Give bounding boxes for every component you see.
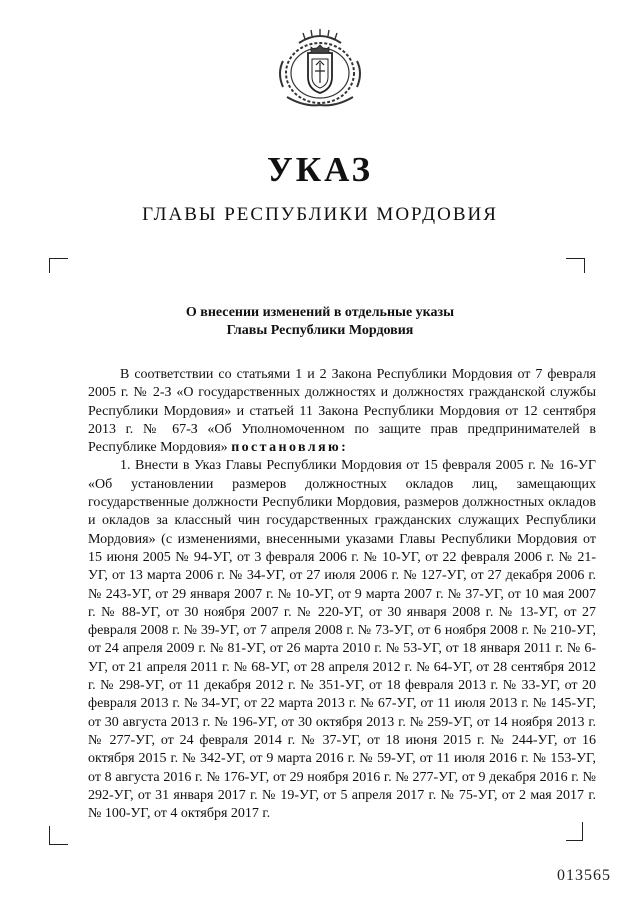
decree-body <box>88 366 596 823</box>
clause-1-paragraph: 1. Внести в Указ Главы Республики Мордовия от 15 февраля 2005 г. № 16-УГ «Об установлении размеров должностных окладов лиц, замещающих государственные должности Республики Мордовия, размеров должностных окладов и окладов за классный чин государственных гражданских служащих Республики Мордовия» (с изменениями, внесенными указами Главы Республики Мордовия от 15 июня 2005 № 94-УГ, от 3 февраля 2006 г. № 10-УГ, от 22 февраля 2006 г. № 21-УГ, от 13 марта 2006 г. № 34-УГ, от 27 июля 2006 г. № 127-УГ, от 27 декабря 2006 г. № 243-УГ, от 29 января 2007 г. № 10-УГ, от 9 марта 2007 г. № 37-УГ, от 10 мая 2007 г. № 88-УГ, от 30 ноября 2007 г. № 220-УГ, от 30 января 2008 г. № 13-УГ, от 27 февраля 2008 г. № 39-УГ, от 7 апреля 2008 г. № 73-УГ, от 6 ноября 2008 г. № 210-УГ, от 24 апреля 2009 г. № 81-УГ, от 26 марта 2010 г. № 53-УГ, от 18 января 2011 г. № 6-УГ, от 21 апреля 2011 г. № 68-УГ, от 28 апреля 2012 г. № 64-УГ, от 28 сентября 2012 г. № 298-УГ, от 11 декабря 2012 г. № 351-УГ, от 18 февраля 2013 г. № 33-УГ, от 20 февраля 2013 г. № 34-УГ, от 22 марта 2013 г. № 67-УГ, от 11 июля 2013 г. № 145-УГ, от 30 августа 2013 г. № 196-УГ, от 30 октября 2013 г. № 259-УГ, от 14 ноября 2013 г. № 277-УГ, от 24 февраля 2014 г. № 37-УГ, от 18 июня 2015 г. № 244-УГ, от 16 октября 2015 г. № 342-УГ, от 9 марта 2016 г. № 59-УГ, от 11 июля 2016 г. № 153-УГ, от 8 августа 2016 г. № 176-УГ, от 29 ноября 2016 г. № 277-УГ, от 9 декабря 2016 г. № 292-УГ, от 31 января 2017 г. № 19-УГ, от 5 апреля 2017 г. № 75-УГ, от 2 мая 2017 г. № 100-УГ, от 4 октября 2017 г. <box>88 458 596 822</box>
preamble-text: В соответствии со статьями 1 и 2 Закона Республики Мордовия от 7 февраля 2005 г. № 2-З «О государственных должностях и должностях гражданской службы Республики Мордовия» и статьей 11 Закона Республики Мордовия от 12 сентября 2013 г. № 67-З «Об Уполномоченном по защите прав предпринимателей в Республике Мордовия» <box>88 367 596 456</box>
corner-mark-top-left <box>49 258 68 273</box>
coat-of-arms-emblem <box>269 27 371 109</box>
resolution-verb: постановляю: <box>231 440 349 456</box>
corner-mark-bottom-right <box>566 822 583 841</box>
document-serial-number: 013565 <box>557 867 611 884</box>
preamble-paragraph <box>88 366 596 457</box>
decree-heading-line-1: О внесении изменений в отдельные указы <box>185 305 455 320</box>
document-issuer: ГЛАВЫ РЕСПУБЛИКИ МОРДОВИЯ <box>142 204 498 225</box>
decree-heading <box>0 304 640 340</box>
corner-mark-bottom-left <box>49 826 68 845</box>
corner-mark-top-right <box>566 258 585 273</box>
decree-heading-line-2: Главы Республики Мордовия <box>226 323 414 338</box>
document-title: УКАЗ <box>267 150 373 189</box>
